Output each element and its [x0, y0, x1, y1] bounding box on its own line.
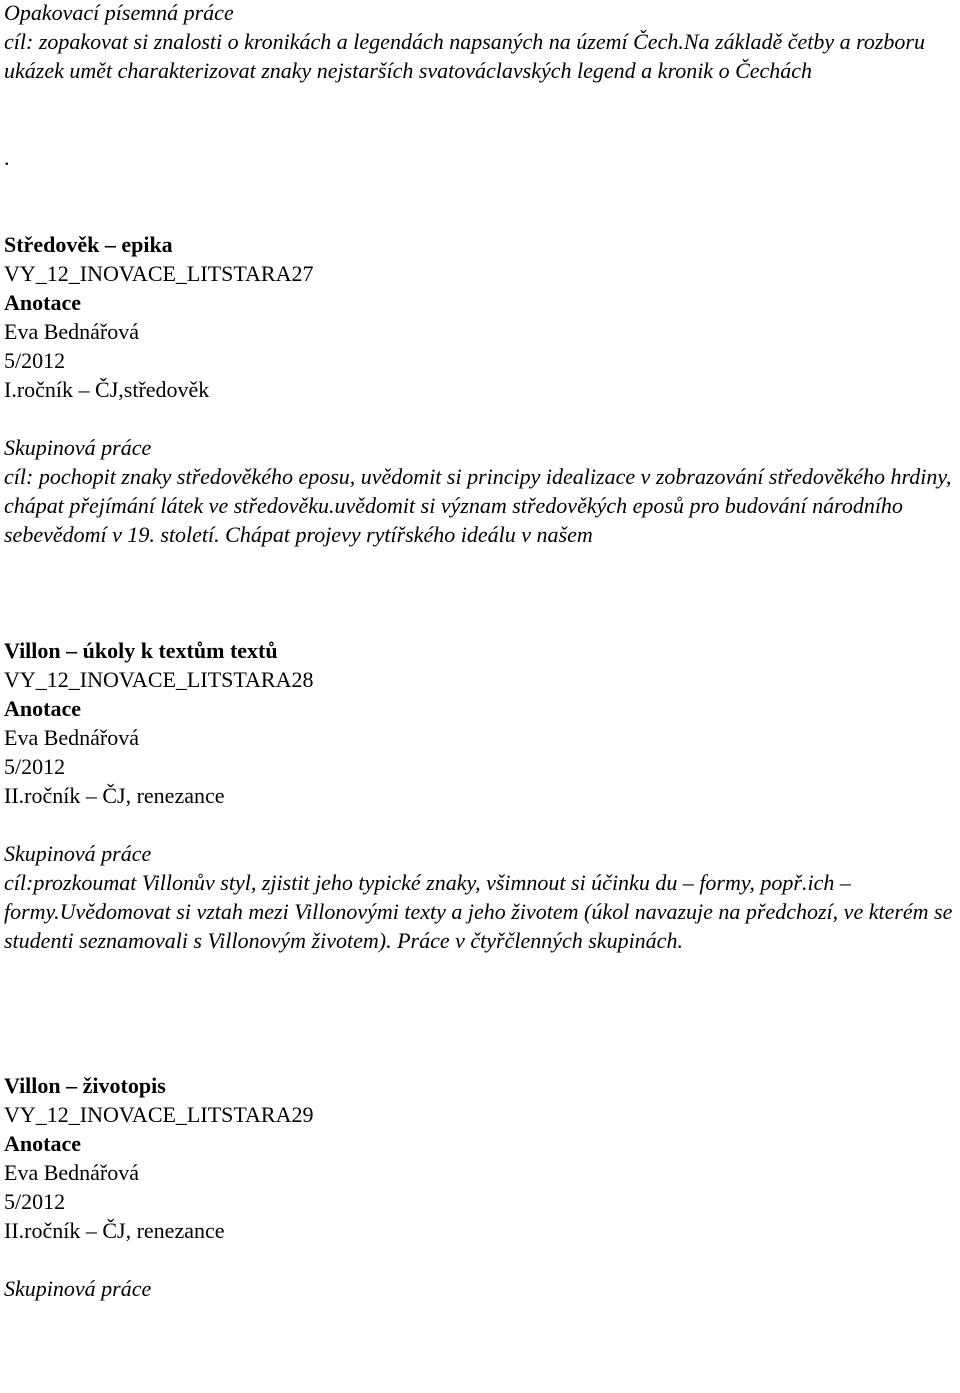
intro-title: Opakovací písemná práce: [4, 0, 234, 25]
section-heading: Villon – životopis: [4, 1073, 166, 1098]
section-villon-ukoly: [4, 636, 956, 1071]
goal-text: cíl: pochopit znaky středověkého eposu, uvědomit si principy idealizace v zobrazování středověkého hrdiny, chápat přejímání látek ve středověku.uvědomit si význam středověkých eposů pro budování národního sebevědomí v 19. století. Chápat projevy rytířského ideálu v našem: [4, 464, 952, 547]
section-stredovek-epika: [4, 230, 956, 636]
intro-block: [4, 0, 956, 230]
section-heading: Středověk – epika: [4, 232, 173, 257]
class-info: II.ročník – ČJ, renezance: [4, 1218, 225, 1243]
annotation-label: Anotace: [4, 696, 81, 721]
method-text: Skupinová práce: [4, 435, 152, 460]
method-text: Skupinová práce: [4, 841, 152, 866]
annotation-label: Anotace: [4, 290, 81, 315]
intro-goal: cíl: zopakovat si znalosti o kronikách a legendách napsaných na území Čech.Na základě četby a rozboru ukázek umět charakterizovat znaky nejstarších svatováclavských legend a kronik o Čechách: [4, 29, 925, 83]
goal-text: cíl:prozkoumat Villonův styl, zjistit jeho typické znaky, všimnout si účinku du – formy, popř.ich – formy.Uvědomovat si vztah mezi Villonovými texty a jeho životem (úkol navazuje na předchozí, ve kterém se studenti seznamovali s Villonovým životem). Práce v čtyřčlenných skupinách.: [4, 870, 953, 953]
author-name: Eva Bednářová: [4, 725, 139, 750]
date-text: 5/2012: [4, 1189, 66, 1214]
section-villon-zivotopis: [4, 1071, 956, 1303]
intro-dot: .: [4, 145, 10, 170]
date-text: 5/2012: [4, 754, 66, 779]
class-info: I.ročník – ČJ,středověk: [4, 377, 210, 402]
material-code: VY_12_INOVACE_LITSTARA27: [4, 261, 314, 286]
section-heading: Villon – úkoly k textům textů: [4, 638, 278, 663]
author-name: Eva Bednářová: [4, 319, 139, 344]
material-code: VY_12_INOVACE_LITSTARA28: [4, 667, 314, 692]
material-code: VY_12_INOVACE_LITSTARA29: [4, 1102, 314, 1127]
method-text: Skupinová práce: [4, 1276, 152, 1301]
author-name: Eva Bednářová: [4, 1160, 139, 1185]
annotation-label: Anotace: [4, 1131, 81, 1156]
date-text: 5/2012: [4, 348, 66, 373]
document-page: [4, 0, 956, 1303]
class-info: II.ročník – ČJ, renezance: [4, 783, 225, 808]
